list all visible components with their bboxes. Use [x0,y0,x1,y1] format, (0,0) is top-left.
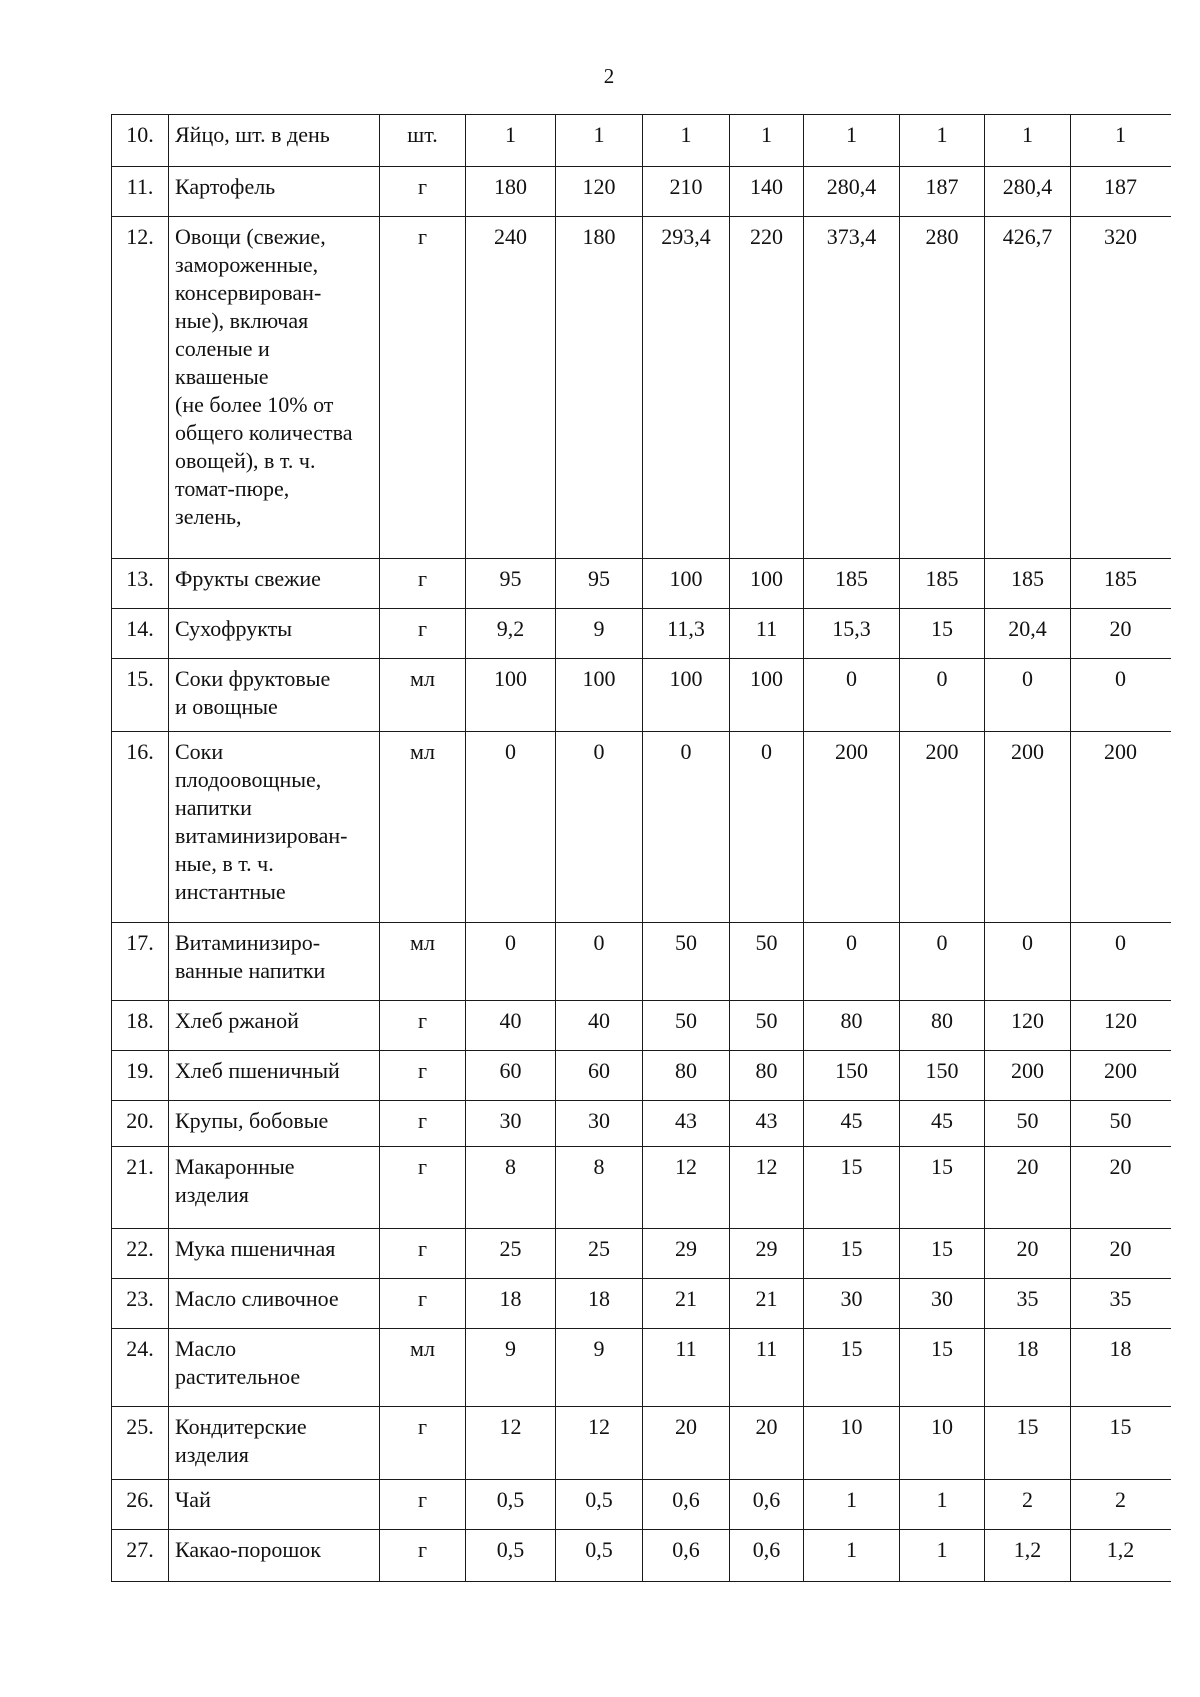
value-cell: 18 [1071,1329,1171,1407]
unit-cell: г [380,558,466,608]
value-cell: 1 [643,115,730,167]
value-cell: 293,4 [643,216,730,558]
value-cell: 43 [643,1101,730,1147]
unit-cell: г [380,1051,466,1101]
value-cell: 29 [730,1229,804,1279]
value-cell: 120 [556,167,643,217]
value-cell: 25 [466,1229,556,1279]
value-cell: 20 [985,1229,1071,1279]
value-cell: 20 [1071,1146,1171,1228]
value-cell: 100 [730,558,804,608]
value-cell: 12 [556,1407,643,1480]
value-cell: 150 [804,1051,900,1101]
value-cell: 50 [985,1101,1071,1147]
value-cell: 0 [730,732,804,923]
value-cell: 2 [985,1479,1071,1529]
row-number: 18. [112,1001,169,1051]
value-cell: 60 [466,1051,556,1101]
value-cell: 187 [1071,167,1171,217]
product-name: Хлеб пшеничный [169,1051,380,1101]
value-cell: 50 [1071,1101,1171,1147]
value-cell: 0 [556,923,643,1001]
product-name: Хлеб ржаной [169,1001,380,1051]
value-cell: 29 [643,1229,730,1279]
value-cell: 10 [900,1407,985,1480]
row-number: 14. [112,608,169,658]
value-cell: 43 [730,1101,804,1147]
value-cell: 0 [1071,923,1171,1001]
value-cell: 11 [730,1329,804,1407]
value-cell: 30 [556,1101,643,1147]
value-cell: 18 [985,1329,1071,1407]
product-name: Кондитерские изделия [169,1407,380,1480]
unit-cell: г [380,1407,466,1480]
value-cell: 1 [730,115,804,167]
value-cell: 0 [1071,658,1171,732]
value-cell: 1 [466,115,556,167]
value-cell: 18 [466,1279,556,1329]
value-cell: 1,2 [1071,1529,1171,1581]
unit-cell: г [380,1479,466,1529]
value-cell: 210 [643,167,730,217]
value-cell: 15 [985,1407,1071,1480]
value-cell: 280,4 [985,167,1071,217]
table-row [112,1101,1171,1147]
value-cell: 2 [1071,1479,1171,1529]
unit-cell: г [380,1101,466,1147]
value-cell: 30 [900,1279,985,1329]
value-cell: 1 [804,115,900,167]
value-cell: 95 [466,558,556,608]
value-cell: 20,4 [985,608,1071,658]
value-cell: 9,2 [466,608,556,658]
value-cell: 95 [556,558,643,608]
value-cell: 10 [804,1407,900,1480]
table-row [112,1051,1171,1101]
value-cell: 9 [556,1329,643,1407]
product-name: Соки фруктовые и овощные [169,658,380,732]
row-number: 15. [112,658,169,732]
product-name: Макаронные изделия [169,1146,380,1228]
value-cell: 150 [900,1051,985,1101]
value-cell: 50 [730,923,804,1001]
value-cell: 0 [804,923,900,1001]
table-row [112,608,1171,658]
value-cell: 1 [1071,115,1171,167]
value-cell: 320 [1071,216,1171,558]
value-cell: 0 [556,732,643,923]
value-cell: 187 [900,167,985,217]
value-cell: 9 [556,608,643,658]
value-cell: 15 [900,1146,985,1228]
value-cell: 100 [643,558,730,608]
value-cell: 280 [900,216,985,558]
table-row [112,1529,1171,1581]
value-cell: 185 [804,558,900,608]
table-row [112,558,1171,608]
product-name: Крупы, бобовые [169,1101,380,1147]
unit-cell: мл [380,1329,466,1407]
product-name: Фрукты свежие [169,558,380,608]
value-cell: 1 [985,115,1071,167]
row-number: 24. [112,1329,169,1407]
value-cell: 50 [643,923,730,1001]
value-cell: 11,3 [643,608,730,658]
value-cell: 185 [1071,558,1171,608]
value-cell: 100 [556,658,643,732]
row-number: 13. [112,558,169,608]
value-cell: 0 [900,923,985,1001]
product-name: Овощи (свежие, замороженные, консервирован- ные), включая соленые и квашеные (не более 10% от общего количества овощей), в т. ч. томат-пюре, зелень, [169,216,380,558]
value-cell: 1 [900,1529,985,1581]
value-cell: 0,5 [466,1479,556,1529]
value-cell: 20 [643,1407,730,1480]
row-number: 19. [112,1051,169,1101]
value-cell: 21 [730,1279,804,1329]
row-number: 11. [112,167,169,217]
value-cell: 40 [556,1001,643,1051]
unit-cell: мл [380,732,466,923]
value-cell: 40 [466,1001,556,1051]
value-cell: 15 [900,608,985,658]
value-cell: 80 [804,1001,900,1051]
unit-cell: г [380,608,466,658]
product-name: Какао-порошок [169,1529,380,1581]
value-cell: 80 [730,1051,804,1101]
value-cell: 30 [804,1279,900,1329]
value-cell: 35 [985,1279,1071,1329]
value-cell: 0,5 [556,1479,643,1529]
value-cell: 200 [804,732,900,923]
table-row [112,732,1171,923]
row-number: 22. [112,1229,169,1279]
value-cell: 12 [643,1146,730,1228]
value-cell: 120 [985,1001,1071,1051]
product-name: Яйцо, шт. в день [169,115,380,167]
value-cell: 1 [556,115,643,167]
unit-cell: г [380,167,466,217]
table-row [112,658,1171,732]
value-cell: 100 [643,658,730,732]
unit-cell: г [380,1279,466,1329]
value-cell: 15 [1071,1407,1171,1480]
norms-table [111,114,1171,1582]
table-row [112,1146,1171,1228]
value-cell: 0,6 [730,1479,804,1529]
value-cell: 8 [466,1146,556,1228]
unit-cell: г [380,216,466,558]
value-cell: 220 [730,216,804,558]
table-row [112,1279,1171,1329]
row-number: 17. [112,923,169,1001]
value-cell: 120 [1071,1001,1171,1051]
value-cell: 0 [804,658,900,732]
value-cell: 0,6 [730,1529,804,1581]
value-cell: 15 [900,1229,985,1279]
unit-cell: мл [380,658,466,732]
value-cell: 30 [466,1101,556,1147]
value-cell: 0 [643,732,730,923]
value-cell: 140 [730,167,804,217]
value-cell: 21 [643,1279,730,1329]
value-cell: 280,4 [804,167,900,217]
value-cell: 15 [804,1329,900,1407]
product-name: Витаминизиро- ванные напитки [169,923,380,1001]
product-name: Масло сливочное [169,1279,380,1329]
table-row [112,1329,1171,1407]
value-cell: 1 [804,1529,900,1581]
product-name: Масло растительное [169,1329,380,1407]
value-cell: 50 [730,1001,804,1051]
value-cell: 200 [900,732,985,923]
value-cell: 1 [900,115,985,167]
value-cell: 100 [730,658,804,732]
value-cell: 0,6 [643,1529,730,1581]
value-cell: 426,7 [985,216,1071,558]
value-cell: 25 [556,1229,643,1279]
value-cell: 15 [804,1229,900,1279]
value-cell: 35 [1071,1279,1171,1329]
value-cell: 0 [466,923,556,1001]
product-name: Чай [169,1479,380,1529]
table-row [112,216,1171,558]
value-cell: 15 [804,1146,900,1228]
row-number: 21. [112,1146,169,1228]
value-cell: 9 [466,1329,556,1407]
table-row [112,115,1171,167]
value-cell: 0,6 [643,1479,730,1529]
value-cell: 185 [985,558,1071,608]
product-name: Соки плодоовощные, напитки витаминизирован- ные, в т. ч. инстантные [169,732,380,923]
row-number: 23. [112,1279,169,1329]
value-cell: 20 [1071,608,1171,658]
value-cell: 15,3 [804,608,900,658]
product-name: Мука пшеничная [169,1229,380,1279]
value-cell: 18 [556,1279,643,1329]
value-cell: 100 [466,658,556,732]
product-name: Сухофрукты [169,608,380,658]
value-cell: 12 [730,1146,804,1228]
table-row [112,923,1171,1001]
value-cell: 185 [900,558,985,608]
value-cell: 45 [900,1101,985,1147]
value-cell: 20 [730,1407,804,1480]
row-number: 12. [112,216,169,558]
value-cell: 200 [1071,1051,1171,1101]
value-cell: 15 [900,1329,985,1407]
unit-cell: г [380,1146,466,1228]
value-cell: 60 [556,1051,643,1101]
row-number: 26. [112,1479,169,1529]
row-number: 10. [112,115,169,167]
product-name: Картофель [169,167,380,217]
table-row [112,1229,1171,1279]
value-cell: 0 [466,732,556,923]
value-cell: 12 [466,1407,556,1480]
table-row [112,1001,1171,1051]
value-cell: 20 [1071,1229,1171,1279]
row-number: 20. [112,1101,169,1147]
value-cell: 0 [900,658,985,732]
value-cell: 1,2 [985,1529,1071,1581]
value-cell: 240 [466,216,556,558]
value-cell: 200 [985,1051,1071,1101]
value-cell: 200 [1071,732,1171,923]
value-cell: 1 [804,1479,900,1529]
value-cell: 0 [985,923,1071,1001]
value-cell: 80 [643,1051,730,1101]
unit-cell: г [380,1001,466,1051]
row-number: 16. [112,732,169,923]
value-cell: 180 [466,167,556,217]
unit-cell: г [380,1229,466,1279]
value-cell: 0 [985,658,1071,732]
value-cell: 1 [900,1479,985,1529]
table-body [112,115,1171,1582]
value-cell: 50 [643,1001,730,1051]
table-row [112,1479,1171,1529]
value-cell: 200 [985,732,1071,923]
value-cell: 11 [643,1329,730,1407]
table-row [112,167,1171,217]
value-cell: 0,5 [556,1529,643,1581]
unit-cell: г [380,1529,466,1581]
page-number: 2 [603,64,615,88]
table-row [112,1407,1171,1480]
value-cell: 20 [985,1146,1071,1228]
value-cell: 180 [556,216,643,558]
value-cell: 8 [556,1146,643,1228]
value-cell: 45 [804,1101,900,1147]
unit-cell: мл [380,923,466,1001]
value-cell: 0,5 [466,1529,556,1581]
value-cell: 373,4 [804,216,900,558]
row-number: 27. [112,1529,169,1581]
value-cell: 11 [730,608,804,658]
row-number: 25. [112,1407,169,1480]
unit-cell: шт. [380,115,466,167]
value-cell: 80 [900,1001,985,1051]
